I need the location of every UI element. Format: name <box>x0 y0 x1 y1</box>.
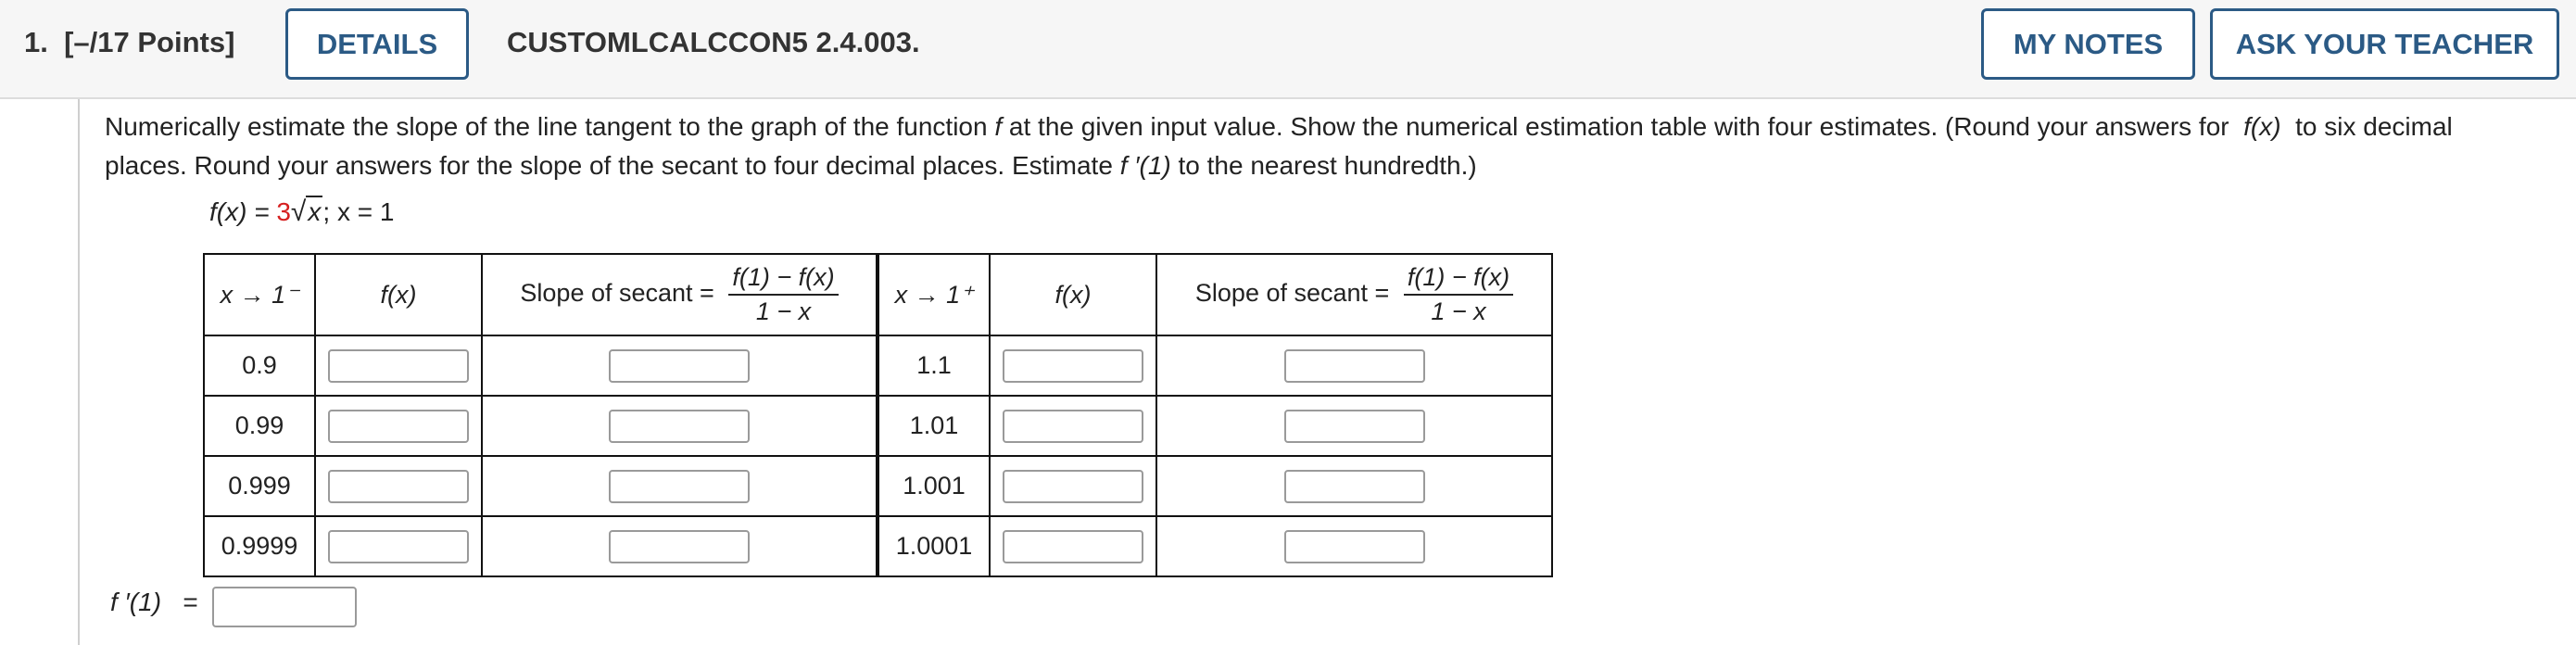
table-row <box>204 516 1552 576</box>
question-left-border <box>78 99 80 645</box>
right-slope-header: Slope of secant = $\frac{f(1) - f(x)}{1 - x}$ <box>1156 254 1552 335</box>
right-fx-cell <box>990 516 1156 576</box>
table-header-row <box>204 254 1552 335</box>
final-equals: = <box>183 588 198 616</box>
table-row <box>204 396 1552 456</box>
estimation-table <box>203 253 1553 577</box>
right-x-cell: 1.0001 <box>878 516 990 576</box>
left-x-cell: 0.99 <box>204 396 315 456</box>
right-slope-cell <box>1156 335 1552 396</box>
right-fx-input[interactable] <box>1003 410 1143 443</box>
right-fx-input[interactable] <box>1003 349 1143 383</box>
final-estimate-input[interactable] <box>212 587 357 627</box>
left-fx-cell <box>315 516 482 576</box>
secant-fraction: $\frac{f(1) - f(x)}{1 - x}$ <box>728 263 838 326</box>
right-slope-input[interactable] <box>1284 470 1425 503</box>
problem-prompt <box>105 108 2542 185</box>
right-x-cell: 1.001 <box>878 456 990 516</box>
left-slope-input[interactable] <box>609 530 750 563</box>
right-slope-cell <box>1156 516 1552 576</box>
right-slope-input[interactable] <box>1284 349 1425 383</box>
left-fx-input[interactable] <box>328 349 469 383</box>
left-fx-cell <box>315 335 482 396</box>
right-fx-cell <box>990 456 1156 516</box>
ask-your-teacher-button[interactable]: ASK YOUR TEACHER <box>2210 8 2559 80</box>
question-index: 1. <box>24 26 48 58</box>
table-row <box>204 335 1552 396</box>
sqrt-icon: √ <box>290 196 307 227</box>
left-x-cell: 0.9999 <box>204 516 315 576</box>
function-tail: ; x = 1 <box>322 197 395 226</box>
left-x-header: x → 1⁻ <box>204 254 315 335</box>
left-slope-input[interactable] <box>609 470 750 503</box>
left-fx-input[interactable] <box>328 470 469 503</box>
prompt-text-1: Numerically estimate the slope of the line tangent to the graph of the function <box>105 112 988 141</box>
question-points: [–/17 Points] <box>64 26 235 58</box>
right-x-cell: 1.1 <box>878 335 990 396</box>
left-x-cell: 0.9 <box>204 335 315 396</box>
prompt-text-4: to the nearest hundredth.) <box>1178 151 1477 180</box>
right-slope-cell <box>1156 456 1552 516</box>
left-fx-input[interactable] <box>328 410 469 443</box>
function-definition <box>209 196 394 228</box>
right-slope-cell <box>1156 396 1552 456</box>
question-number <box>24 26 234 59</box>
right-slope-input[interactable] <box>1284 530 1425 563</box>
left-fx-header: f(x) <box>315 254 482 335</box>
right-x-cell: 1.01 <box>878 396 990 456</box>
right-fx-header: f(x) <box>990 254 1156 335</box>
problem-code: CUSTOMLCALCCON5 2.4.003. <box>507 26 920 58</box>
right-x-header: x → 1⁺ <box>878 254 990 335</box>
left-slope-header: Slope of secant = $\frac{f(1) - f(x)}{1 - x}$ <box>482 254 878 335</box>
my-notes-button[interactable]: MY NOTES <box>1981 8 2195 80</box>
question-header <box>0 0 2576 99</box>
right-fx-cell <box>990 335 1156 396</box>
left-fx-input[interactable] <box>328 530 469 563</box>
left-slope-input[interactable] <box>609 349 750 383</box>
prompt-fprime: f ′(1) <box>1119 151 1171 180</box>
left-slope-cell <box>482 335 878 396</box>
prompt-text-2: at the given input value. Show the numerical estimation table with four estimates. (Round your answers for <box>1008 112 2229 141</box>
prompt-fx: f(x) <box>2243 112 2281 141</box>
details-button[interactable]: DETAILS <box>285 8 469 80</box>
left-fx-cell <box>315 456 482 516</box>
left-fx-cell <box>315 396 482 456</box>
function-radicand: x <box>308 197 322 226</box>
prompt-function-var: f <box>994 112 1003 141</box>
right-fx-cell <box>990 396 1156 456</box>
function-coefficient: 3 <box>276 197 291 226</box>
table-row <box>204 456 1552 516</box>
left-slope-cell <box>482 456 878 516</box>
right-slope-input[interactable] <box>1284 410 1425 443</box>
final-estimate-label <box>110 588 198 617</box>
final-fprime-label: f ′(1) <box>110 588 162 616</box>
left-slope-cell <box>482 516 878 576</box>
left-slope-cell <box>482 396 878 456</box>
right-fx-input[interactable] <box>1003 530 1143 563</box>
left-slope-input[interactable] <box>609 410 750 443</box>
secant-fraction: $\frac{f(1) - f(x)}{1 - x}$ <box>1404 263 1513 326</box>
prompt-text-3: to six decimal places. Round your answers for the slope of the secant to four decimal places. Estimate <box>105 112 2453 180</box>
function-lhs: f(x) = <box>209 197 270 226</box>
right-fx-input[interactable] <box>1003 470 1143 503</box>
left-x-cell: 0.999 <box>204 456 315 516</box>
